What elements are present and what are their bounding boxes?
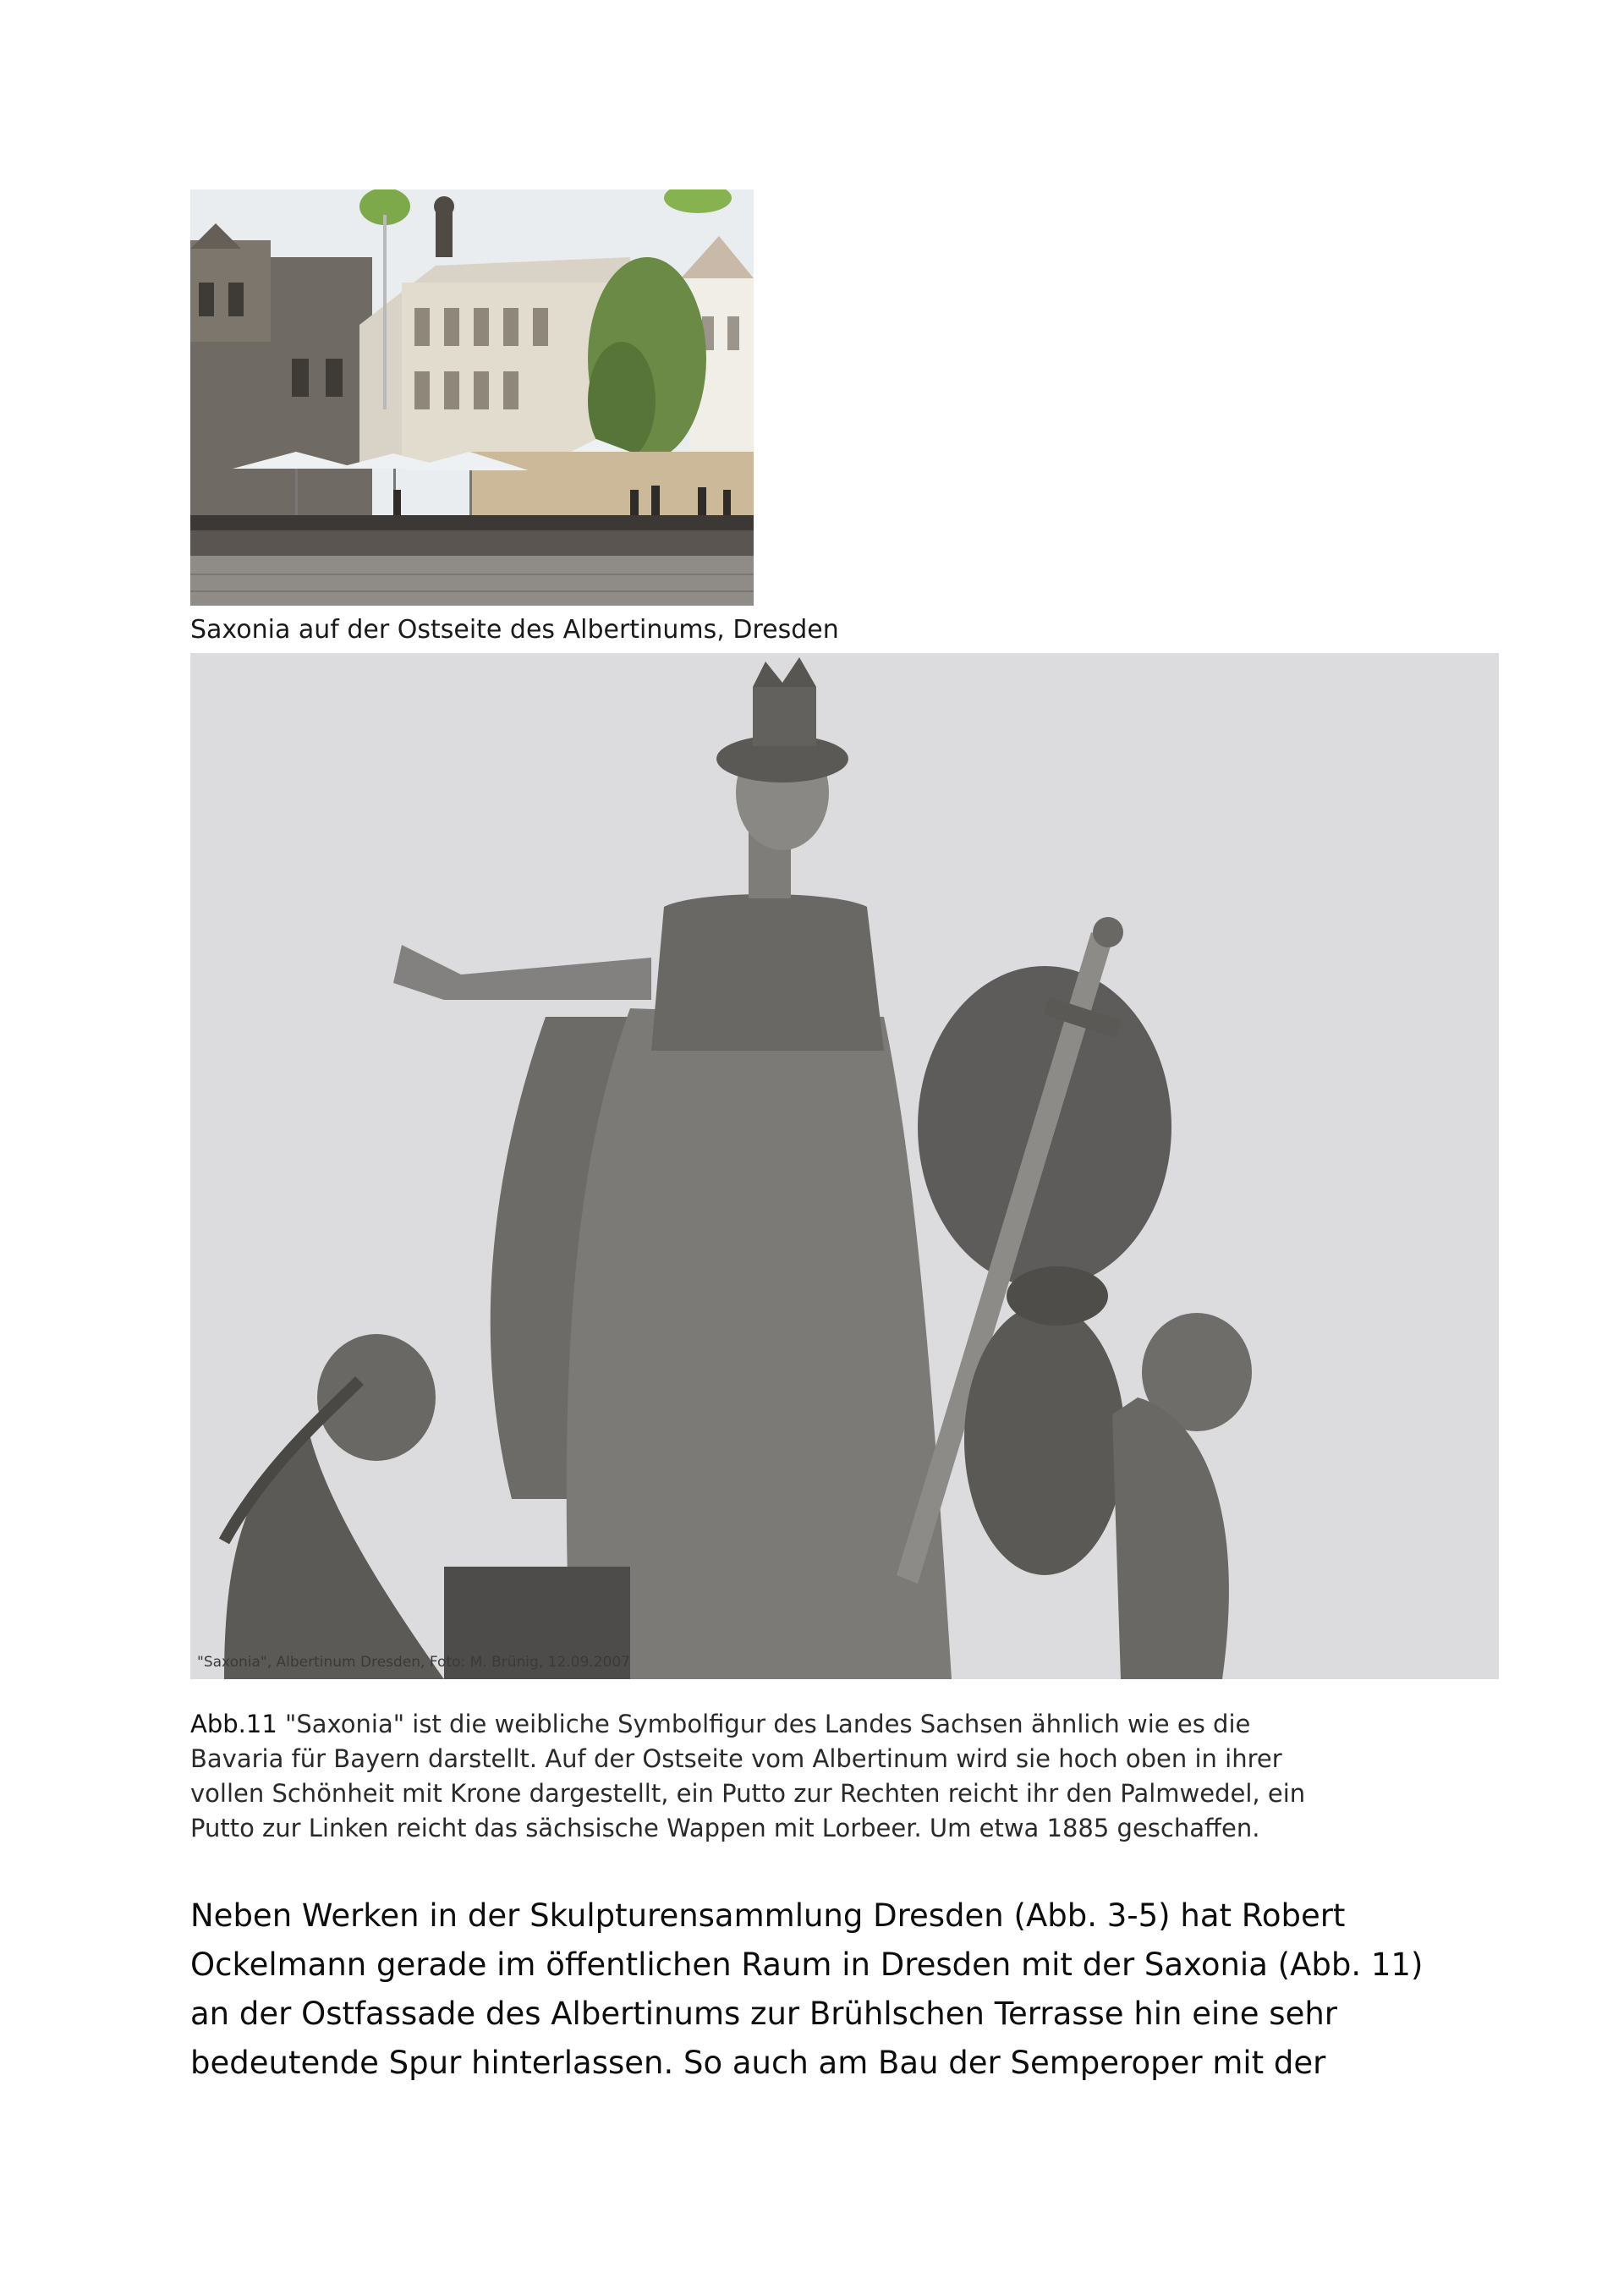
figure-caption bbox=[190, 1707, 1417, 1846]
figure-label: Abb.11 bbox=[190, 1710, 277, 1738]
saxonia-statue-photo bbox=[190, 653, 1499, 1679]
body-line-2: Ockelmann gerade im öffentlichen Raum in Dresden mit der Saxonia (Abb. 11) bbox=[190, 1946, 1424, 1983]
figure-caption-line-4: Putto zur Linken reicht das sächsische Wappen mit Lorbeer. Um etwa 1885 geschaffen. bbox=[190, 1814, 1260, 1842]
body-line-1: Neben Werken in der Skulpturensammlung Dresden (Abb. 3-5) hat Robert bbox=[190, 1897, 1346, 1934]
albertinum-photo bbox=[190, 189, 754, 606]
albertinum-photo-caption: Saxonia auf der Ostseite des Albertinums, Dresden bbox=[190, 615, 839, 645]
body-paragraph bbox=[190, 1891, 1459, 2088]
figure-caption-line-2: Bavaria für Bayern darstellt. Auf der Ostseite vom Albertinum wird sie hoch oben in ihrer bbox=[190, 1744, 1282, 1773]
figure-caption-line-3: vollen Schönheit mit Krone dargestellt, ein Putto zur Rechten reicht ihr den Palmwedel, ein bbox=[190, 1779, 1306, 1808]
body-line-3: an der Ostfassade des Albertinums zur Brühlschen Terrasse hin eine sehr bbox=[190, 1996, 1337, 2032]
photo-credit: "Saxonia", Albertinum Dresden, Foto: M. Brünig, 12.09.2007 bbox=[197, 1654, 630, 1671]
body-line-4: bedeutende Spur hinterlassen. So auch am Bau der Semperoper mit der bbox=[190, 2045, 1326, 2081]
figure-caption-line-1: Abb.11 "Saxonia" ist die weibliche Symbolfigur des Landes Sachsen ähnlich wie es die bbox=[190, 1710, 1251, 1738]
